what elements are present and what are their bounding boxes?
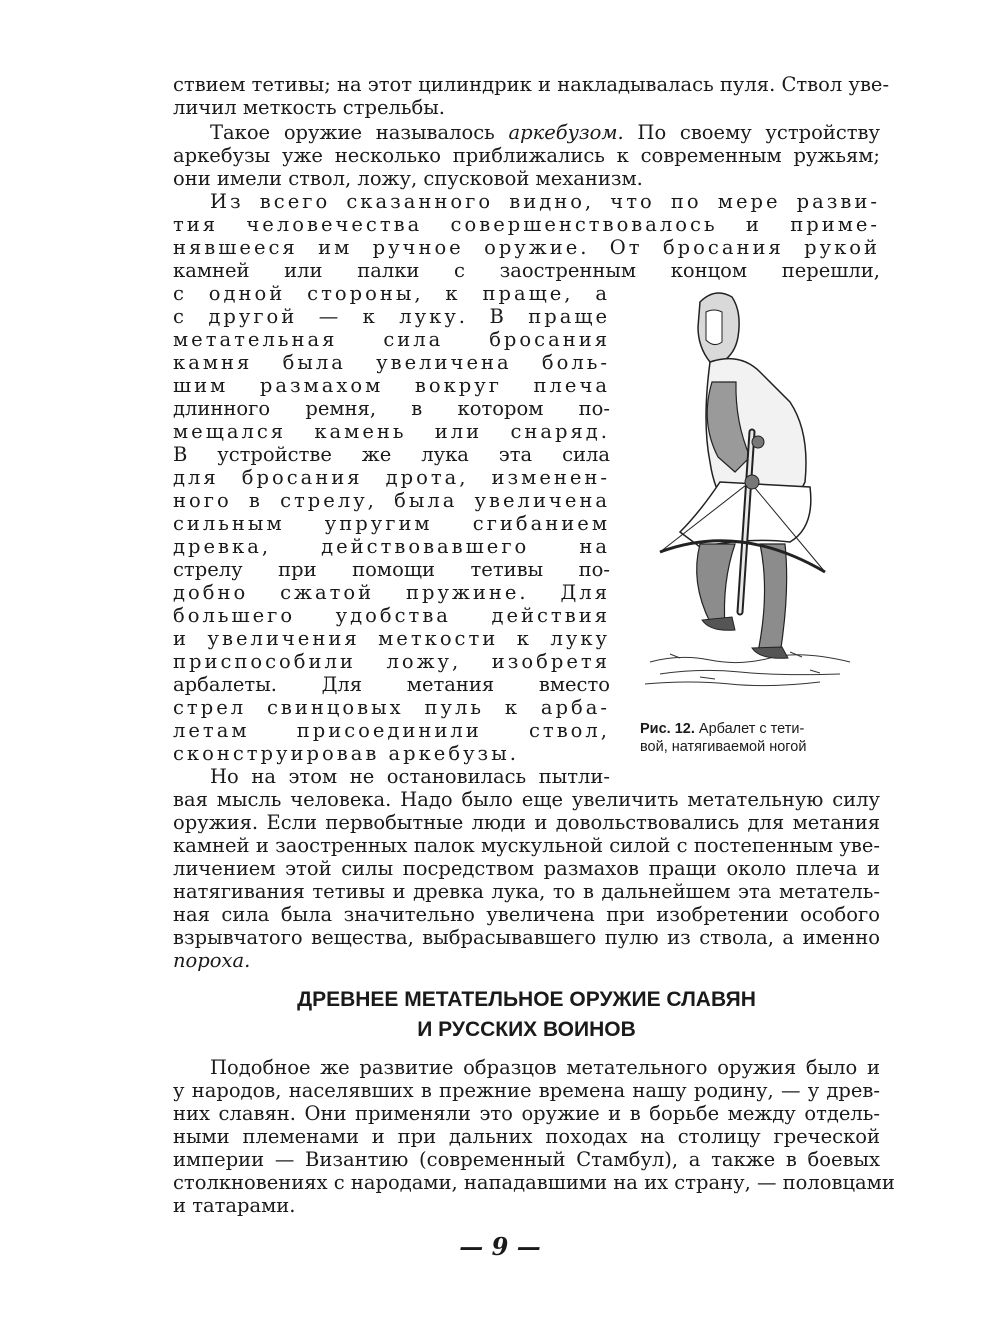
text-line: камней или палки с заостренным концом перешли, bbox=[173, 259, 880, 282]
term-arquebus: аркебузом. bbox=[508, 121, 624, 144]
text-line: В устройстве же лука эта сила bbox=[173, 443, 610, 466]
text-line: них славян. Они применяли это оружие и в борьбе между отдель- bbox=[173, 1102, 880, 1125]
text-line: ными племенами и при дальних походах на столицу греческой bbox=[173, 1125, 880, 1148]
text-line: с другой — к луку. В праще bbox=[173, 305, 610, 328]
text-line: камней и заостренных палок мускульной силой с постепенным уве- bbox=[173, 834, 880, 857]
section-title: И РУССКИХ ВОИНОВ bbox=[417, 1018, 636, 1041]
text-line: ная сила была значительно увеличена при изобретении особого bbox=[173, 903, 880, 926]
text-line: стрел свинцовых пуль к арба- bbox=[173, 696, 610, 719]
text-line: камня была увеличена боль- bbox=[173, 351, 610, 374]
text-line bbox=[173, 121, 880, 144]
text-line: стрелу при помощи тетивы по- bbox=[173, 558, 610, 581]
caption-text: Арбалет с тети- bbox=[694, 721, 805, 737]
text-line: столкновениях с народами, нападавшими на их страну, — половцами bbox=[173, 1171, 895, 1194]
text-line: вая мысль человека. Надо было еще увеличить метательную силу bbox=[173, 788, 880, 811]
text-line: большего удобства действия bbox=[173, 604, 610, 627]
text-line: летам присоединили ствол, bbox=[173, 719, 610, 742]
text-line: и татарами. bbox=[173, 1194, 296, 1217]
text-line: оружия. Если первобытные люди и довольствовались для метания bbox=[173, 811, 880, 834]
text-line: с одной стороны, к праще, а bbox=[173, 282, 610, 305]
text-line: Но на этом не остановилась пытли- bbox=[210, 765, 610, 788]
caption-line: вой, натягиваемой ногой bbox=[640, 739, 807, 755]
text-line: империи — Византию (современный Стамбул), а также в боевых bbox=[173, 1148, 880, 1171]
text-span: По своему устройству bbox=[623, 121, 880, 144]
text-line bbox=[173, 949, 880, 972]
text-line: приспособили ложу, изобретя bbox=[173, 650, 610, 673]
text-line: личением этой силы посредством размахов пращи около плеча и bbox=[173, 857, 880, 880]
figure-label: Рис. 12. bbox=[640, 721, 695, 737]
section-title: ДРЕВНЕЕ МЕТАТЕЛЬНОЕ ОРУЖИЕ СЛАВЯН bbox=[297, 988, 756, 1011]
text-line: и увеличения меткости к луку bbox=[173, 627, 610, 650]
page-number: — 9 — bbox=[459, 1232, 541, 1261]
text-line: длинного ремня, в котором по- bbox=[173, 397, 610, 420]
text-line: Подобное же развитие образцов метательного оружия было и bbox=[210, 1056, 880, 1079]
caption-line bbox=[640, 720, 860, 738]
text-line: тия человечества совершенствовалось и приме- bbox=[173, 213, 880, 236]
figure-caption bbox=[640, 720, 860, 756]
text-span: Такое оружие называлось bbox=[210, 121, 509, 144]
text-line: нявшееся им ручное оружие. От бросания рукой bbox=[173, 236, 880, 259]
text-line: ного в стрелу, была увеличена bbox=[173, 489, 610, 512]
text-line: для бросания дрота, изменен- bbox=[173, 466, 610, 489]
text-line: метательная сила бросания bbox=[173, 328, 610, 351]
text-line: сильным упругим сгибанием bbox=[173, 512, 610, 535]
text-line: личил меткость стрельбы. bbox=[173, 96, 446, 119]
text-line: у народов, населявших в прежние времена нашу родину, — у древ- bbox=[173, 1079, 880, 1102]
text-line: взрывчатого вещества, выбрасывавшего пулю из ствола, а именно bbox=[173, 926, 880, 949]
term-gunpowder: пороха. bbox=[173, 949, 251, 972]
text-line: добно сжатой пружине. Для bbox=[173, 581, 610, 604]
text-line: ствием тетивы; на этот цилиндрик и накладывалась пуля. Ствол уве- bbox=[173, 73, 890, 96]
text-line: сконструировав аркебузы. bbox=[173, 742, 519, 765]
text-line: Из всего сказанного видно, что по мере разви- bbox=[210, 190, 880, 213]
text-line: они имели ствол, ложу, спусковой механизм. bbox=[173, 167, 643, 190]
text-line: шим размахом вокруг плеча bbox=[173, 374, 610, 397]
text-line: арбалеты. Для метания вместо bbox=[173, 673, 610, 696]
text-line: мещался камень или снаряд. bbox=[173, 420, 610, 443]
text-line: натягивания тетивы и древка лука, то в дальнейшем эта метатель- bbox=[173, 880, 880, 903]
text-line: аркебузы уже несколько приближались к современным ружьям; bbox=[173, 144, 880, 167]
crossbowman-illustration bbox=[640, 282, 860, 702]
text-line: древка, действовавшего на bbox=[173, 535, 610, 558]
